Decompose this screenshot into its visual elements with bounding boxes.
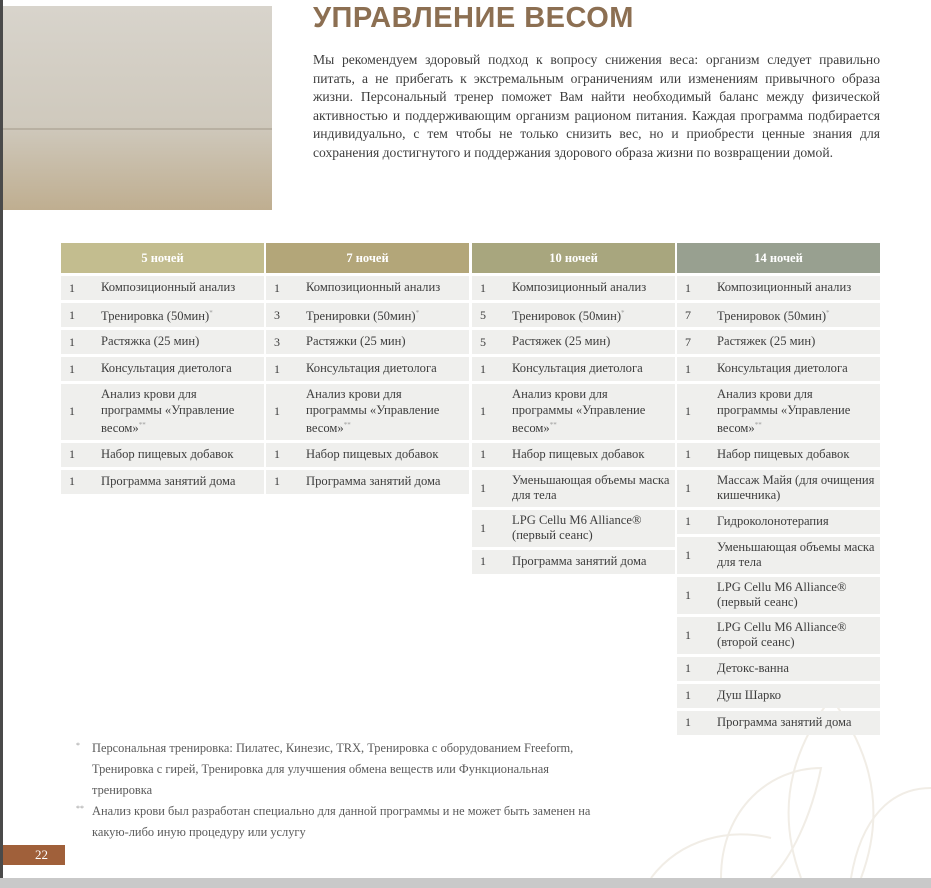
- row-service: [87, 306, 264, 325]
- row-service-label: Массаж Майя (для очищения кишечника): [717, 472, 875, 503]
- program-row: [61, 330, 264, 354]
- row-service-label: Консультация диетолога: [512, 361, 643, 376]
- photo-horizon-line: [3, 128, 272, 130]
- program-column-3: [472, 243, 675, 574]
- row-quantity: 1: [480, 280, 486, 295]
- row-service: [498, 387, 675, 437]
- row-service: [703, 387, 880, 437]
- row-footnote-mark: **: [138, 421, 146, 429]
- program-column-header: 14 ночей: [677, 243, 880, 273]
- program-row: [61, 384, 264, 440]
- row-service-label: Душ Шарко: [717, 687, 782, 702]
- row-footnote-mark: **: [754, 421, 762, 429]
- row-quantity: 5: [480, 307, 486, 322]
- row-service-label: Гидроколонотерапия: [717, 513, 829, 528]
- row-service: [703, 580, 880, 611]
- row-quantity: 1: [480, 361, 486, 376]
- row-service: [703, 280, 880, 296]
- program-column-2: [266, 243, 469, 494]
- row-service-label: Тренировок (50мин): [512, 308, 622, 323]
- row-service: [703, 447, 880, 463]
- row-footnote-mark: **: [549, 421, 557, 429]
- program-row: [677, 303, 880, 327]
- row-quantity: 1: [480, 447, 486, 462]
- program-row: [677, 617, 880, 654]
- row-service: [498, 473, 675, 504]
- program-row: [677, 443, 880, 467]
- row-quantity: 1: [274, 280, 280, 295]
- row-service-label: Уменьшающая объемы маска для тела: [512, 472, 670, 503]
- row-service-label: Консультация диетолога: [717, 361, 848, 376]
- row-service-label: Набор пищевых добавок: [101, 446, 234, 461]
- program-row: [61, 276, 264, 300]
- program-row: [472, 510, 675, 547]
- row-service-label: Набор пищевых добавок: [306, 446, 439, 461]
- row-service-label: Анализ крови для программы «Управление весом»: [512, 387, 646, 436]
- row-service: [703, 306, 880, 325]
- row-quantity: 1: [685, 627, 691, 642]
- row-quantity: 1: [685, 587, 691, 602]
- footnote-1: [76, 738, 596, 801]
- row-quantity: 3: [274, 334, 280, 349]
- row-quantity: 1: [685, 715, 691, 730]
- row-quantity: 1: [69, 307, 75, 322]
- row-service: [292, 334, 469, 350]
- row-service: [87, 280, 264, 296]
- row-quantity: 1: [69, 361, 75, 376]
- row-service-label: Анализ крови для программы «Управление весом»: [717, 387, 851, 436]
- row-service-label: Программа занятий дома: [512, 553, 647, 568]
- row-service-label: Тренировок (50мин): [717, 308, 827, 323]
- row-quantity: 7: [685, 334, 691, 349]
- row-service: [292, 387, 469, 437]
- row-service-label: Программа занятий дома: [717, 714, 852, 729]
- row-service: [87, 361, 264, 377]
- row-service: [703, 514, 880, 530]
- program-row: [266, 276, 469, 300]
- program-row: [61, 443, 264, 467]
- row-footnote-mark: *: [826, 308, 830, 317]
- row-quantity: 1: [480, 554, 486, 569]
- row-service: [498, 513, 675, 544]
- program-row: [677, 684, 880, 708]
- row-quantity: 1: [685, 447, 691, 462]
- row-quantity: 3: [274, 307, 280, 322]
- program-row: [677, 357, 880, 381]
- row-service-label: Растяжек (25 мин): [717, 334, 816, 349]
- row-service: [292, 306, 469, 325]
- row-quantity: 1: [69, 404, 75, 419]
- program-row: [677, 470, 880, 507]
- program-row: [677, 657, 880, 681]
- program-row: [677, 330, 880, 354]
- row-quantity: 1: [685, 688, 691, 703]
- row-service: [292, 447, 469, 463]
- program-row: [266, 303, 469, 327]
- page-number: 22: [3, 845, 65, 865]
- row-service-label: Программа занятий дома: [101, 473, 236, 488]
- row-service: [292, 280, 469, 296]
- page-title: УПРАВЛЕНИЕ ВЕСОМ: [313, 2, 634, 34]
- row-service: [498, 554, 675, 570]
- footnote-2-text: Анализ крови был разработан специально для данной программы и не может быть заменен на какую-либо иную процедуру или услугу: [92, 804, 591, 839]
- row-service: [703, 715, 880, 731]
- row-quantity: 1: [69, 474, 75, 489]
- footnote-2: [76, 801, 596, 843]
- program-column-header: 5 ночей: [61, 243, 264, 273]
- row-quantity: 1: [685, 280, 691, 295]
- program-row: [472, 384, 675, 440]
- row-service: [498, 306, 675, 325]
- row-quantity: 1: [685, 404, 691, 419]
- program-row: [677, 384, 880, 440]
- program-row: [61, 470, 264, 494]
- row-quantity: 1: [480, 480, 486, 495]
- row-service-label: Растяжки (25 мин): [306, 334, 406, 349]
- row-service-label: Консультация диетолога: [306, 361, 437, 376]
- row-service: [87, 334, 264, 350]
- row-service-label: Набор пищевых добавок: [512, 446, 645, 461]
- program-row: [266, 330, 469, 354]
- program-row: [677, 276, 880, 300]
- row-service: [703, 661, 880, 677]
- row-quantity: 1: [685, 480, 691, 495]
- program-row: [677, 537, 880, 574]
- row-footnote-mark: *: [209, 308, 213, 317]
- row-service-label: Анализ крови для программы «Управление весом»: [306, 387, 440, 436]
- program-row: [472, 303, 675, 327]
- photo-placeholder: [3, 6, 272, 210]
- row-service-label: Композиционный анализ: [512, 280, 647, 295]
- row-service-label: Композиционный анализ: [717, 280, 852, 295]
- program-column-1: [61, 243, 264, 494]
- program-column-header: 7 ночей: [266, 243, 469, 273]
- row-service: [498, 334, 675, 350]
- row-quantity: 1: [274, 447, 280, 462]
- row-service: [703, 688, 880, 704]
- row-service: [703, 361, 880, 377]
- row-service: [87, 447, 264, 463]
- row-footnote-mark: **: [343, 421, 351, 429]
- row-service-label: Детокс-ванна: [717, 660, 789, 675]
- row-quantity: 1: [274, 404, 280, 419]
- footnote-1-text: Персональная тренировка: Пилатес, Кинезис, TRX, Тренировка с оборудованием Freeform, Тренировка с гирей, Тренировка для улучшения обмена веществ или Функциональная тренировка: [92, 741, 574, 797]
- row-service-label: LPG Cellu M6 Alliance® (первый сеанс): [717, 579, 847, 610]
- row-service-label: Набор пищевых добавок: [717, 446, 850, 461]
- program-column-header: 10 ночей: [472, 243, 675, 273]
- program-row: [677, 577, 880, 614]
- program-row: [472, 357, 675, 381]
- row-quantity: 1: [685, 514, 691, 529]
- program-row: [266, 357, 469, 381]
- footnote-1-mark: *: [76, 741, 80, 750]
- row-service-label: Растяжек (25 мин): [512, 334, 611, 349]
- row-quantity: 1: [69, 334, 75, 349]
- row-service: [703, 620, 880, 651]
- row-quantity: 5: [480, 334, 486, 349]
- row-service-label: Растяжка (25 мин): [101, 334, 200, 349]
- row-quantity: 1: [274, 474, 280, 489]
- row-service: [703, 540, 880, 571]
- footnote-2-mark: **: [76, 804, 84, 813]
- program-row: [472, 470, 675, 507]
- program-row: [472, 550, 675, 574]
- row-service-label: Уменьшающая объемы маска для тела: [717, 539, 875, 570]
- row-quantity: 1: [480, 520, 486, 535]
- program-row: [266, 384, 469, 440]
- row-service-label: Композиционный анализ: [101, 280, 236, 295]
- row-service-label: Консультация диетолога: [101, 361, 232, 376]
- row-service: [292, 361, 469, 377]
- row-quantity: 1: [69, 447, 75, 462]
- row-service: [498, 361, 675, 377]
- program-row: [61, 303, 264, 327]
- row-quantity: 1: [685, 547, 691, 562]
- bottom-bar: [0, 878, 931, 888]
- program-row: [472, 330, 675, 354]
- row-service: [87, 387, 264, 437]
- row-quantity: 1: [69, 280, 75, 295]
- row-service-label: Тренировки (50мин): [306, 308, 416, 323]
- program-row: [677, 711, 880, 735]
- row-service: [292, 474, 469, 490]
- row-footnote-mark: *: [621, 308, 625, 317]
- program-row: [266, 470, 469, 494]
- program-row: [266, 443, 469, 467]
- program-row: [61, 357, 264, 381]
- row-footnote-mark: *: [415, 308, 420, 317]
- row-service: [498, 280, 675, 296]
- row-quantity: 1: [274, 361, 280, 376]
- row-quantity: 1: [480, 404, 486, 419]
- row-quantity: 1: [685, 361, 691, 376]
- row-service: [498, 447, 675, 463]
- row-service-label: LPG Cellu M6 Alliance® (первый сеанс): [512, 512, 642, 543]
- program-column-4: [677, 243, 880, 735]
- row-quantity: 7: [685, 307, 691, 322]
- row-service: [87, 474, 264, 490]
- row-service: [703, 334, 880, 350]
- program-row: [472, 443, 675, 467]
- row-service-label: Тренировка (50мин): [101, 308, 210, 323]
- row-quantity: 1: [685, 661, 691, 676]
- row-service-label: Композиционный анализ: [306, 280, 441, 295]
- row-service-label: Программа занятий дома: [306, 473, 441, 488]
- program-row: [472, 276, 675, 300]
- intro-paragraph: Мы рекомендуем здоровый подход к вопросу снижения веса: организм следует правильно питать, а не прибегать к экстремальным ограничениям или изменениям привычного образа жизни. Персональный тренер поможет Вам найти необходимый баланс между физической активностью и поддерживающим организм рационом питания. Каждая программа подбирается индивидуально, с тем чтобы не только снизить вес, но и приобрести ценные знания для сохранения достигнутого и поддержания здорового образа жизни по возвращении домой.: [313, 52, 880, 160]
- program-row: [677, 510, 880, 534]
- row-service-label: Анализ крови для программы «Управление весом»: [101, 387, 235, 436]
- row-service-label: LPG Cellu M6 Alliance® (второй сеанс): [717, 619, 847, 650]
- row-service: [703, 473, 880, 504]
- footnotes: [76, 738, 596, 843]
